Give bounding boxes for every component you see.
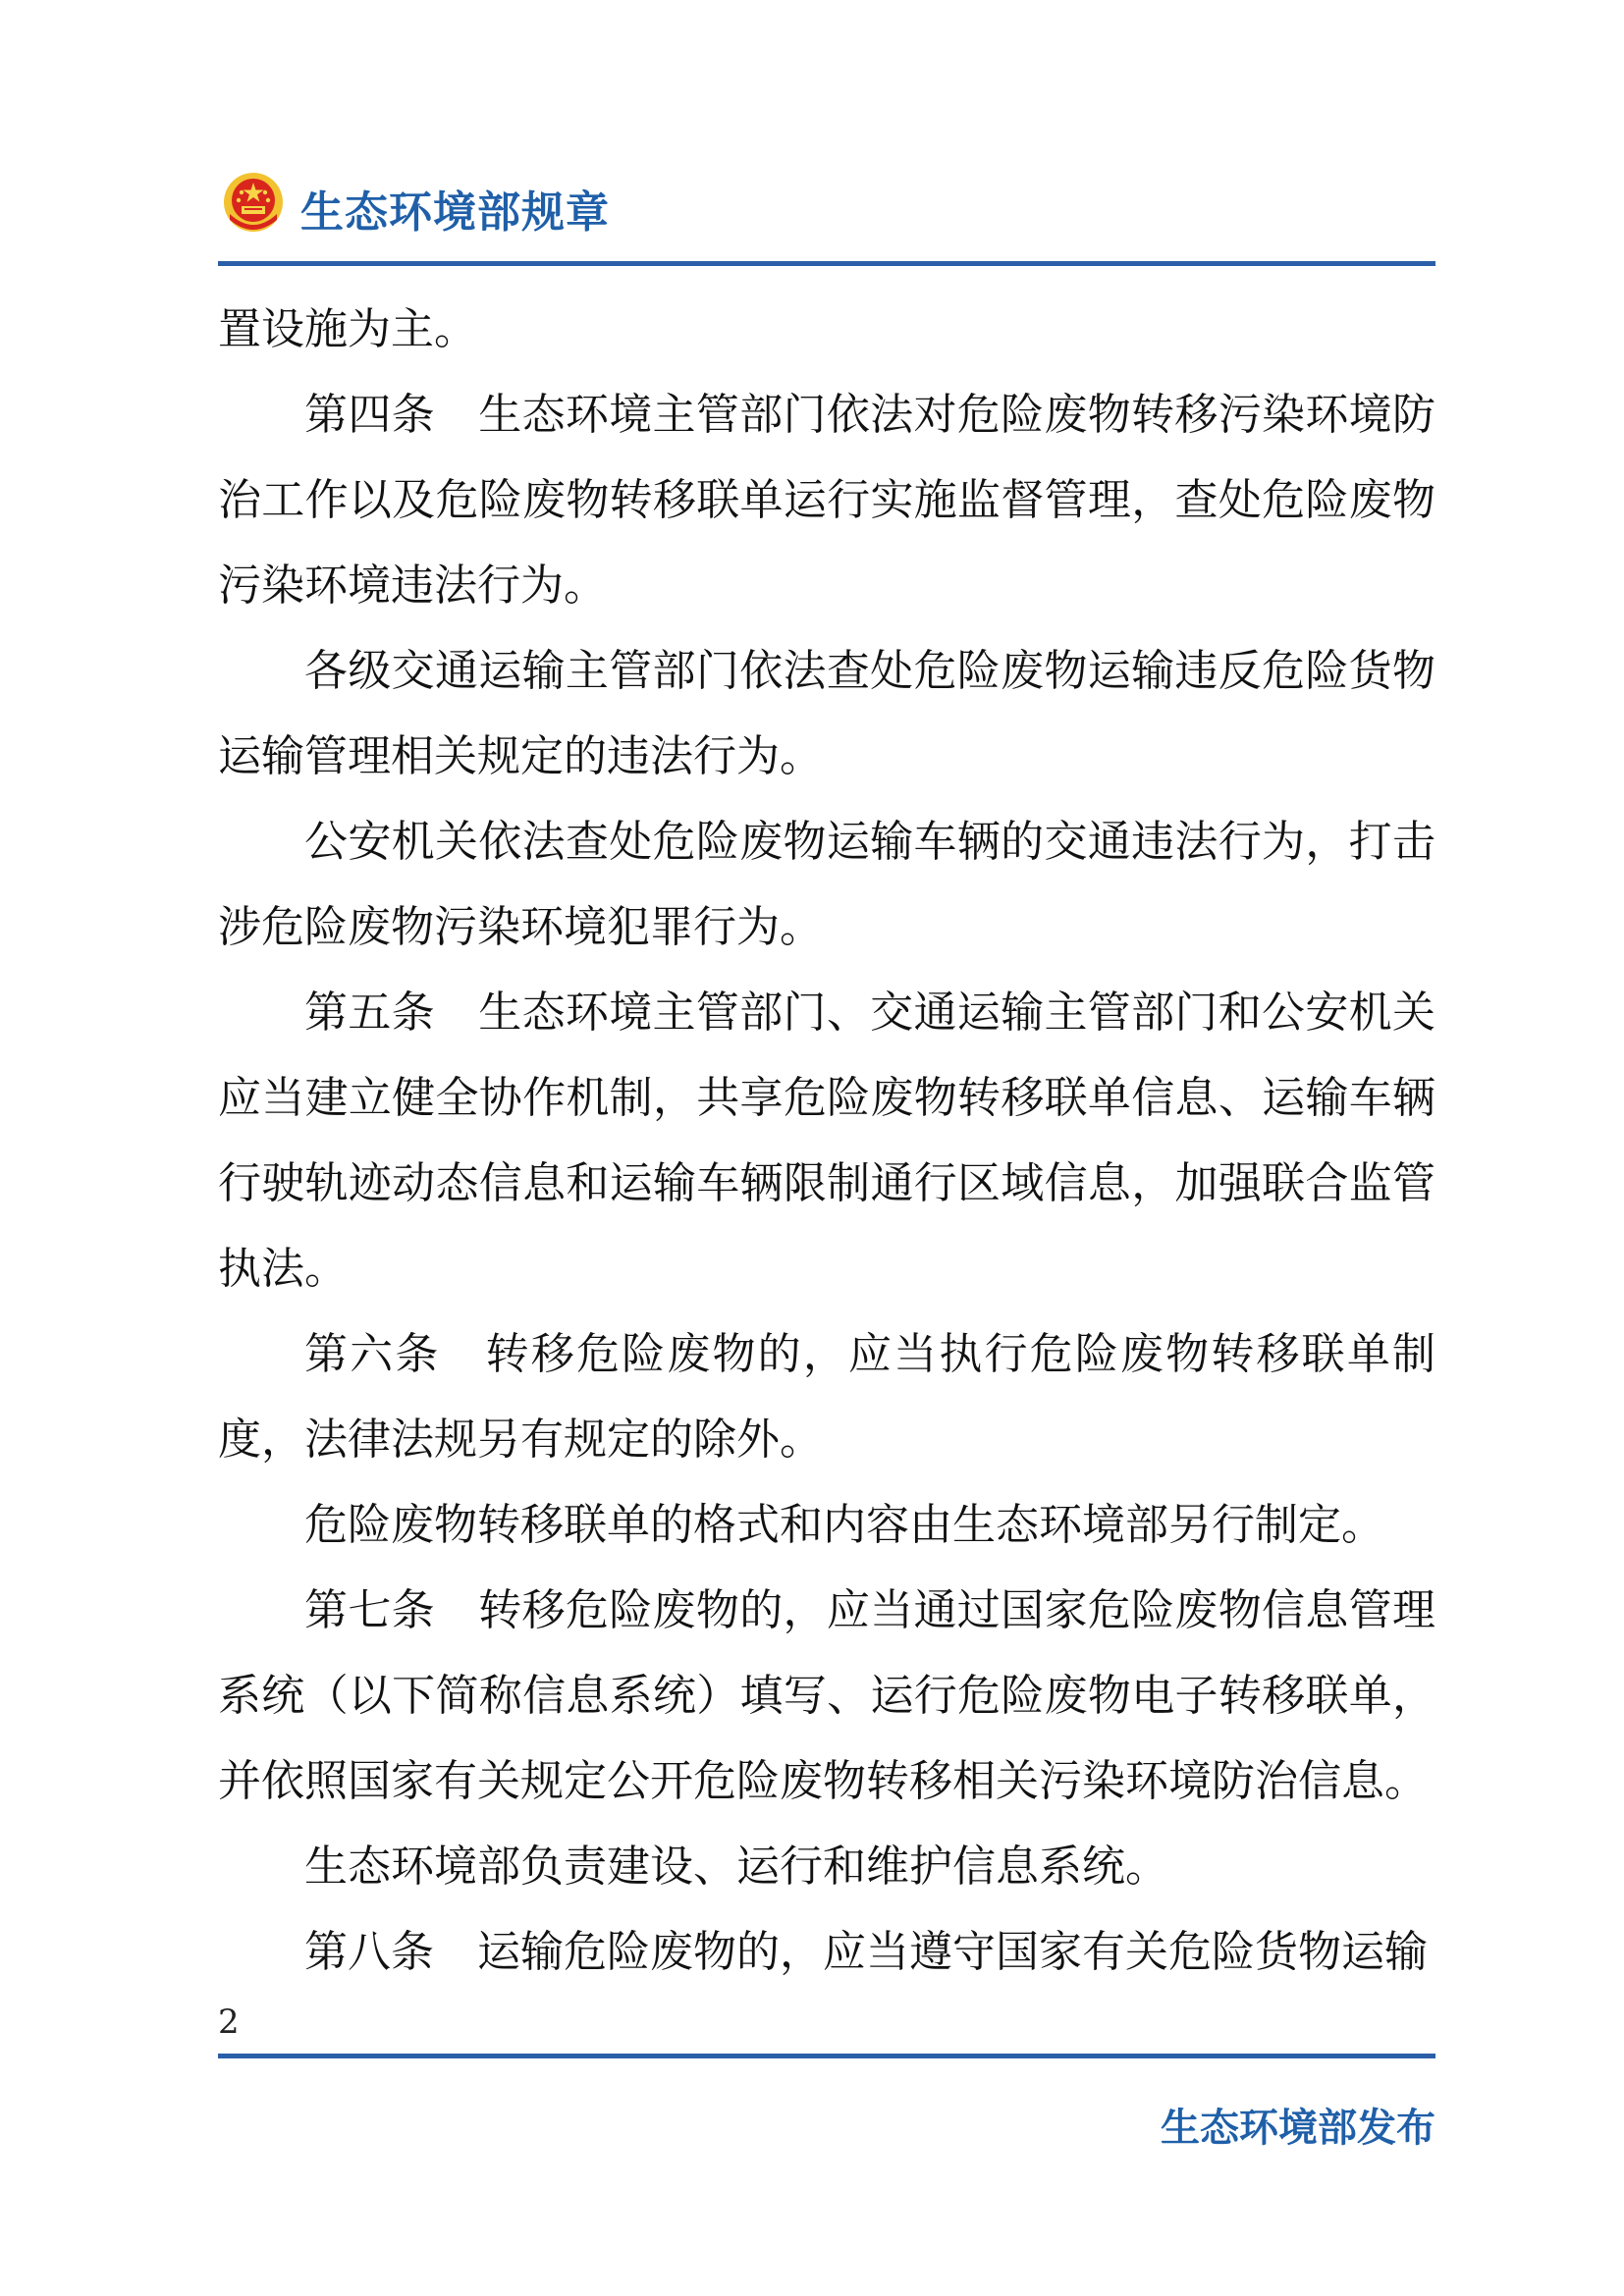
paragraph: 危险废物转移联单的格式和内容由生态环境部另行制定。 [304, 1500, 1384, 1550]
paragraph: 第七条 转移危险废物的，应当通过国家危险废物信息管理系统（以下简称信息系统）填写、运行危险废物电子转移联单，并依照国家有关规定公开危险废物转移相关污染环境防治信息。 [218, 1585, 1435, 1806]
paragraph: 第四条 生态环境主管部门依法对危险废物转移污染环境防治工作以及危险废物转移联单运行实施监督管理，查处危险废物污染环境违法行为。 [218, 390, 1435, 611]
footer-publisher: 生态环境部发布 [1161, 2106, 1435, 2151]
paragraph: 第五条 生态环境主管部门、交通运输主管部门和公安机关应当建立健全协作机制，共享危险废物转移联单信息、运输车辆行驶轨迹动态信息和运输车辆限制通行区域信息，加强联合监管执法。 [218, 988, 1435, 1294]
paragraph: 公安机关依法查处危险废物运输车辆的交通违法行为，打击涉危险废物污染环境犯罪行为。 [218, 817, 1435, 952]
document-body [218, 287, 1435, 1995]
header-divider [218, 261, 1435, 266]
page-number: 2 [218, 2002, 240, 2042]
paragraph: 置设施为主。 [218, 304, 477, 354]
paragraph: 各级交通运输主管部门依法查处危险废物运输违反危险货物运输管理相关规定的违法行为。 [218, 646, 1435, 781]
paragraph: 生态环境部负责建设、运行和维护信息系统。 [304, 1842, 1168, 1892]
national-emblem-icon [222, 171, 285, 234]
paragraph: 第八条 运输危险废物的，应当遵守国家有关危险货物运输 [304, 1927, 1428, 1977]
paragraph: 第六条 转移危险废物的，应当执行危险废物转移联单制度，法律法规另有规定的除外。 [218, 1329, 1435, 1465]
header-title: 生态环境部规章 [300, 187, 610, 238]
footer-divider [218, 2054, 1435, 2058]
document-header [218, 163, 1435, 251]
